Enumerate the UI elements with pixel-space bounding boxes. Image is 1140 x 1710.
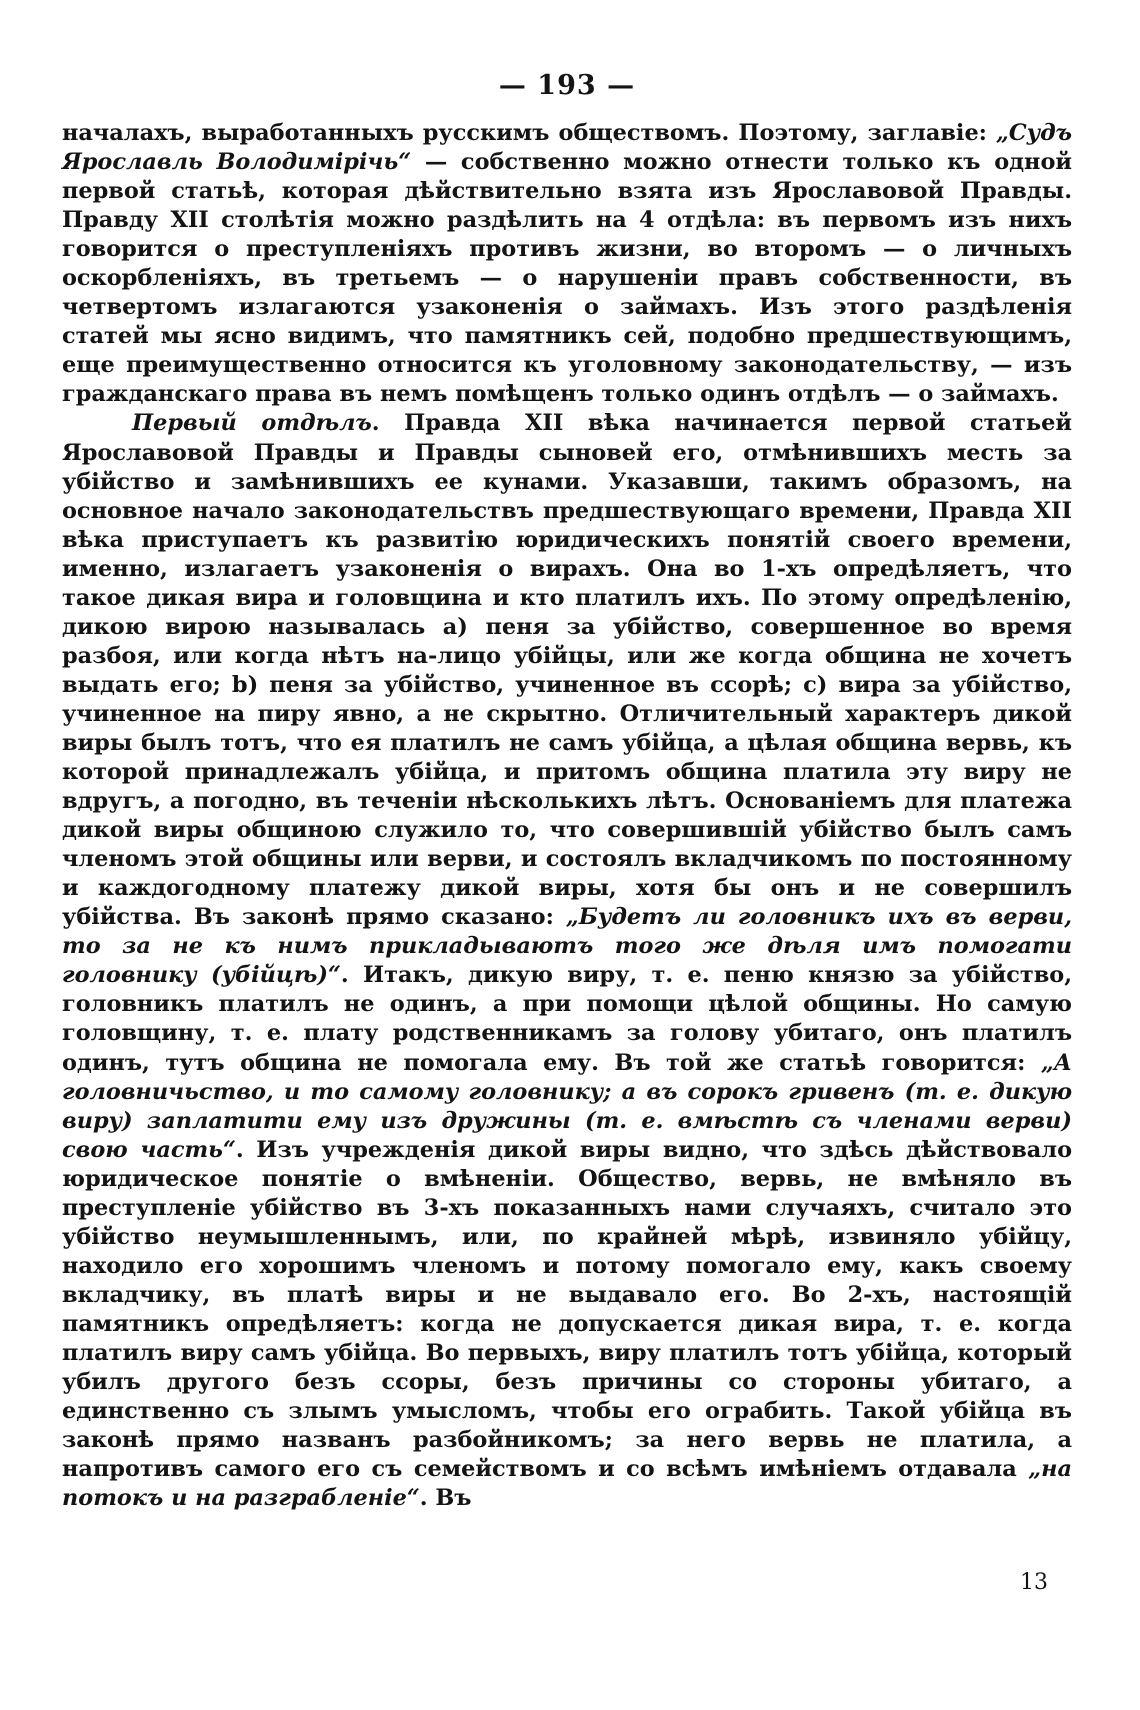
- page-number: — 193 —: [498, 70, 636, 101]
- text-run: . Изъ учрежденія дикой виры видно, что здѣсь дѣйствовало юридическое понятіе о вмѣненіи. Общество, вервь, не вмѣняло въ преступленіе убійство въ 3-хъ показанныхъ нами случаяхъ, считало это убійство неумышленнымъ, или, по крайней мѣрѣ, извиняло убійцу, находило его хорошимъ членомъ и потому помогало ему, какъ своему вкладчику, въ платѣ виры и не выдавало его. Во 2-хъ, настоящій памятникъ опредѣляетъ: когда не допускается дикая вира, т. е. когда платилъ виру самъ убійца. Во первыхъ, виру платилъ тотъ убійца, который убилъ другого безъ ссоры, безъ причины со стороны убитаго, а единственно съ злымъ умысломъ, чтобы его ограбить. Такой убійца въ законѣ прямо названъ разбойникомъ; за него вервь не платила, а напротивъ самого его съ семействомъ и со всѣмъ имѣніемъ отдавала: [62, 1136, 1073, 1483]
- text-run: . Въ: [419, 1485, 472, 1512]
- text-run: началахъ, выработанныхъ русскимъ обществомъ. Поэтому, заглавіе:: [62, 120, 997, 146]
- paragraph: [62, 119, 1072, 409]
- italic-quote: „А головничьство, и то самому головнику; а въ сорокъ гривенъ (т. е. дикую виру) заплатити ему изъ дружины (т. е. вмѣстѣ съ членами верви) свою часть“: [62, 1049, 1072, 1163]
- text-run: — собственно можно отнести только къ одной первой статьѣ, которая дѣйствительно взята изъ Ярославовой Правды. Правду XII столѣтія можно раздѣлить на 4 отдѣла: въ первомъ изъ нихъ говорится о преступленіяхъ противъ жизни, во второмъ — о личныхъ оскорбленіяхъ, въ третьемъ — о нарушеніи правъ собственности, въ четвертомъ излагаются узаконенія о займахъ. Изъ этого раздѣленія статей мы ясно видимъ, что памятникъ сей, подобно предшествующимъ, еще преимущественно относится къ уголовному законодательству, — изъ гражданскаго права въ немъ помѣщенъ только одинъ отдѣлъ — о займахъ.: [62, 149, 1072, 408]
- italic-quote: „Судъ Ярославль Володимірічь“: [62, 120, 1072, 176]
- italic-quote: „на потокъ и на разграбленіе“: [62, 1456, 1072, 1512]
- paragraph: [62, 409, 1072, 1513]
- body-text: [62, 119, 1072, 1513]
- signature-mark: 13: [1020, 1570, 1048, 1595]
- italic-quote: „Будетъ ли головникъ ихъ въ верви, то за не къ нимъ прикладываютъ того же дѣля имъ помогати головнику (убійцѣ)“: [62, 904, 1073, 989]
- book-page: [62, 62, 1072, 1662]
- text-run: . Итакъ, дикую виру, т. е. пеню князю за убійство, головникъ платилъ не одинъ, а при помощи цѣлой общины. Но самую головщину, т. е. плату родственникамъ за голову убитаго, онъ платилъ одинъ, тутъ община не помогала ему. Въ той же статьѣ говорится:: [62, 962, 1072, 1076]
- italic-quote: Первый отдѣлъ: [132, 410, 372, 437]
- text-run: . Правда XII вѣка начинается первой статьей Ярославовой Правды и Правды сыновей его, отмѣнившихъ месть за убійство и замѣнившихъ ее кунами. Указавши, такимъ образомъ, на основное начало законодательствъ предшествующаго времени, Правда XII вѣка приступаетъ къ развитію юридическихъ понятій своего времени, именно, излагаетъ узаконенія о вирахъ. Она во 1-хъ опредѣляетъ, что такое дикая вира и головщина и кто платилъ ихъ. По этому опредѣленію, дикою вирою называлась a) пеня за убійство, совершенное во время разбоя, или когда нѣтъ на-лицо убійцы, или же когда община не хочетъ выдать его; b) пеня за убійство, учиненное въ ссорѣ; c) вира за убійство, учиненное на пиру явно, а не скрытно. Отличительный характеръ дикой виры былъ тотъ, что ея платилъ не самъ убійца, а цѣлая община вервь, къ которой принадлежалъ убійца, и притомъ община платила эту виру не вдругъ, а погодно, въ теченіи нѣсколькихъ лѣтъ. Основаніемъ для платежа дикой виры общиною служило то, что совершившій убійство былъ самъ членомъ этой общины или верви, и состоялъ вкладчикомъ по постоянному и каждогодному платежу дикой виры, хотя бы онъ и не совершилъ убійства. Въ законѣ прямо сказано:: [62, 410, 1072, 931]
